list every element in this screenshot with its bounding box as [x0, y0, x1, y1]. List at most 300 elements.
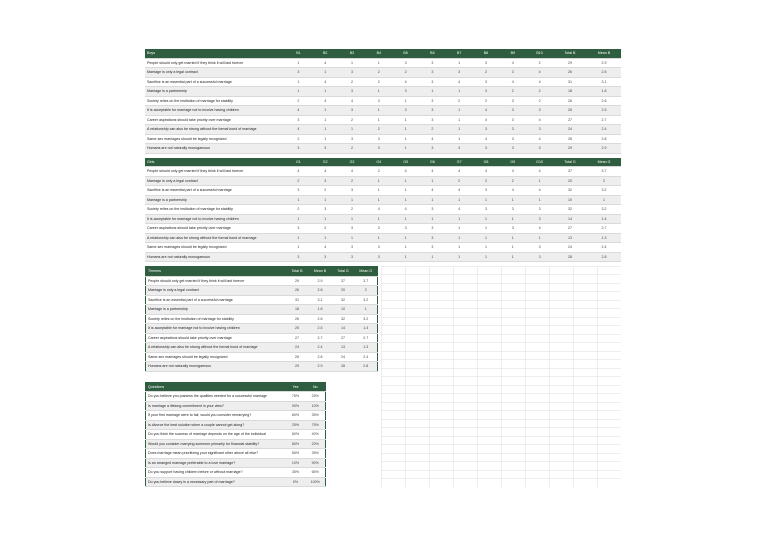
questions-value-cell[interactable]: 35% — [306, 449, 326, 459]
boys-value-cell[interactable]: 1 — [285, 77, 312, 87]
girls-value-cell[interactable]: 1 — [392, 195, 419, 205]
girls-value-cell[interactable]: 1 — [499, 233, 526, 243]
boys-value-cell[interactable]: 2 — [419, 125, 446, 135]
boys-value-cell[interactable]: 4 — [312, 58, 339, 68]
boys-value-cell[interactable]: 4 — [499, 77, 526, 87]
boys-value-cell[interactable]: 2 — [526, 87, 553, 97]
boys-value-cell[interactable]: 4 — [312, 77, 339, 87]
questions-value-cell[interactable]: 75% — [306, 420, 326, 430]
girls-value-cell[interactable]: 4 — [446, 167, 473, 177]
girls-header-cell[interactable]: G8 — [473, 158, 500, 167]
themes-header-cell[interactable]: Mean G — [355, 267, 378, 277]
girls-value-cell[interactable]: 1 — [339, 233, 366, 243]
girls-value-cell[interactable]: 1 — [473, 195, 500, 205]
themes-value-cell[interactable]: 1 — [355, 305, 378, 315]
questions-value-cell[interactable]: 60% — [286, 430, 306, 440]
girls-value-cell[interactable]: 3 — [339, 224, 366, 234]
themes-statement-cell[interactable]: Marriage is a partnership — [146, 305, 286, 315]
themes-value-cell[interactable]: 3.2 — [355, 295, 378, 305]
questions-value-cell[interactable]: 20% — [306, 439, 326, 449]
boys-value-cell[interactable]: 3 — [339, 134, 366, 144]
questions-statement-cell[interactable]: Do you think the success of marriage depends on the age of the individual — [146, 430, 286, 440]
girls-value-cell[interactable]: 1 — [499, 252, 526, 262]
boys-value-cell[interactable]: 25 — [553, 106, 587, 116]
girls-value-cell[interactable]: 1 — [499, 243, 526, 253]
boys-value-cell[interactable]: 1 — [312, 68, 339, 78]
girls-value-cell[interactable]: 1 — [499, 214, 526, 224]
boys-value-cell[interactable]: 3 — [499, 106, 526, 116]
boys-value-cell[interactable]: 26 — [553, 96, 587, 106]
boys-value-cell[interactable]: 24 — [553, 125, 587, 135]
themes-statement-cell[interactable]: Society relies on the institution of marriage for stability — [146, 314, 286, 324]
girls-value-cell[interactable]: 4 — [312, 243, 339, 253]
themes-value-cell[interactable]: 2.8 — [355, 362, 378, 372]
boys-value-cell[interactable]: 3 — [473, 77, 500, 87]
girls-value-cell[interactable]: 3 — [419, 243, 446, 253]
girls-value-cell[interactable]: 3 — [419, 205, 446, 215]
themes-value-cell[interactable]: 2.7 — [355, 333, 378, 343]
themes-value-cell[interactable]: 13 — [332, 343, 355, 353]
girls-value-cell[interactable]: 3 — [365, 224, 392, 234]
boys-value-cell[interactable]: 18 — [553, 87, 587, 97]
themes-value-cell[interactable]: 3.1 — [309, 295, 332, 305]
themes-value-cell[interactable]: 2.6 — [309, 286, 332, 296]
themes-value-cell[interactable]: 20 — [332, 286, 355, 296]
boys-header-cell[interactable]: B2 — [312, 49, 339, 58]
girls-value-cell[interactable]: 1 — [365, 233, 392, 243]
girls-value-cell[interactable]: 27 — [553, 224, 587, 234]
girls-value-cell[interactable]: 3 — [285, 224, 312, 234]
girls-value-cell[interactable]: 1 — [587, 195, 621, 205]
girls-value-cell[interactable]: 4 — [526, 224, 553, 234]
girls-value-cell[interactable]: 32 — [553, 186, 587, 196]
girls-value-cell[interactable]: 3 — [285, 186, 312, 196]
boys-value-cell[interactable]: 2 — [285, 96, 312, 106]
girls-header-cell[interactable]: G2 — [312, 158, 339, 167]
girls-value-cell[interactable]: 2.4 — [587, 243, 621, 253]
themes-value-cell[interactable]: 29 — [286, 276, 309, 286]
girls-value-cell[interactable]: 1 — [365, 195, 392, 205]
girls-value-cell[interactable]: 1 — [473, 243, 500, 253]
boys-value-cell[interactable]: 26 — [553, 68, 587, 78]
girls-value-cell[interactable]: 2 — [285, 176, 312, 186]
boys-statement-cell[interactable]: People should only get married if they think it will last forever — [145, 58, 285, 68]
girls-value-cell[interactable]: 1 — [473, 252, 500, 262]
boys-header-cell[interactable]: B5 — [392, 49, 419, 58]
girls-header-cell[interactable]: Total G — [553, 158, 587, 167]
boys-value-cell[interactable]: 3 — [526, 106, 553, 116]
boys-header-cell[interactable]: B1 — [285, 49, 312, 58]
girls-value-cell[interactable]: 1 — [526, 233, 553, 243]
girls-value-cell[interactable]: 4 — [526, 167, 553, 177]
girls-value-cell[interactable]: 3 — [339, 243, 366, 253]
boys-value-cell[interactable]: 3 — [446, 144, 473, 154]
questions-value-cell[interactable]: 80% — [286, 439, 306, 449]
boys-value-cell[interactable]: 31 — [553, 77, 587, 87]
girls-statement-cell[interactable]: A relationship can also be strong without the formal bond of marriage — [145, 233, 285, 243]
boys-value-cell[interactable]: 4 — [473, 115, 500, 125]
girls-value-cell[interactable]: 1 — [446, 252, 473, 262]
boys-value-cell[interactable]: 2.5 — [587, 106, 621, 116]
girls-value-cell[interactable]: 1 — [285, 195, 312, 205]
boys-value-cell[interactable]: 3 — [419, 96, 446, 106]
questions-value-cell[interactable]: 10% — [286, 458, 306, 468]
girls-header-cell[interactable]: G10 — [526, 158, 553, 167]
boys-value-cell[interactable]: 3 — [419, 106, 446, 116]
boys-value-cell[interactable]: 2.6 — [587, 96, 621, 106]
girls-statement-cell[interactable]: Marriage is a partnership — [145, 195, 285, 205]
girls-statement-cell[interactable]: Humans are not naturally monogamous — [145, 252, 285, 262]
themes-value-cell[interactable]: 27 — [332, 333, 355, 343]
girls-header-cell[interactable]: G7 — [446, 158, 473, 167]
boys-value-cell[interactable]: 3 — [392, 87, 419, 97]
girls-value-cell[interactable]: 1 — [339, 195, 366, 205]
girls-value-cell[interactable]: 1 — [499, 195, 526, 205]
girls-value-cell[interactable]: 3.2 — [587, 186, 621, 196]
themes-value-cell[interactable]: 26 — [286, 314, 309, 324]
boys-value-cell[interactable]: 1 — [446, 125, 473, 135]
girls-statement-cell[interactable]: It is acceptable for marriage not to involve having children — [145, 214, 285, 224]
boys-value-cell[interactable]: 2 — [526, 96, 553, 106]
girls-value-cell[interactable]: 3.7 — [587, 167, 621, 177]
themes-statement-cell[interactable]: A relationship can also be strong without the formal bond of marriage — [146, 343, 286, 353]
boys-value-cell[interactable]: 4 — [526, 134, 553, 144]
girls-value-cell[interactable]: 28 — [553, 252, 587, 262]
girls-value-cell[interactable]: 3 — [339, 252, 366, 262]
themes-value-cell[interactable]: 2.6 — [309, 314, 332, 324]
girls-value-cell[interactable]: 4 — [419, 167, 446, 177]
boys-value-cell[interactable]: 1 — [392, 96, 419, 106]
girls-value-cell[interactable]: 2 — [312, 186, 339, 196]
girls-value-cell[interactable]: 1 — [446, 224, 473, 234]
themes-value-cell[interactable]: 26 — [286, 286, 309, 296]
boys-value-cell[interactable]: 3 — [312, 144, 339, 154]
boys-value-cell[interactable]: 4 — [392, 77, 419, 87]
themes-statement-cell[interactable]: Humans are not naturally monogamous — [146, 362, 286, 372]
boys-value-cell[interactable]: 2 — [526, 58, 553, 68]
boys-statement-cell[interactable]: Humans are not naturally monogamous — [145, 144, 285, 154]
girls-value-cell[interactable]: 1 — [312, 233, 339, 243]
boys-statement-cell[interactable]: Marriage is a partnership — [145, 87, 285, 97]
boys-value-cell[interactable]: 3 — [526, 125, 553, 135]
girls-value-cell[interactable]: 1 — [365, 176, 392, 186]
boys-value-cell[interactable]: 1 — [365, 106, 392, 116]
girls-value-cell[interactable]: 2.8 — [587, 252, 621, 262]
girls-value-cell[interactable]: 1 — [392, 176, 419, 186]
questions-header-cell[interactable]: Questions — [146, 382, 286, 392]
questions-statement-cell[interactable]: Do you believe dowry is a necessary part of marriage? — [146, 477, 286, 487]
themes-value-cell[interactable]: 27 — [286, 333, 309, 343]
boys-value-cell[interactable]: 3 — [499, 96, 526, 106]
themes-value-cell[interactable]: 14 — [332, 324, 355, 334]
girls-value-cell[interactable]: 2 — [285, 205, 312, 215]
boys-value-cell[interactable]: 3 — [499, 134, 526, 144]
themes-statement-cell[interactable]: Career aspirations should take priority over marriage — [146, 333, 286, 343]
boys-value-cell[interactable]: 2 — [339, 77, 366, 87]
boys-value-cell[interactable]: 4 — [526, 115, 553, 125]
themes-value-cell[interactable]: 28 — [286, 352, 309, 362]
boys-value-cell[interactable]: 3 — [392, 58, 419, 68]
girls-value-cell[interactable]: 4 — [499, 167, 526, 177]
themes-value-cell[interactable]: 2.9 — [309, 276, 332, 286]
girls-value-cell[interactable]: 1 — [339, 214, 366, 224]
boys-value-cell[interactable]: 1 — [312, 87, 339, 97]
girls-statement-cell[interactable]: People should only get married if they think it will last forever — [145, 167, 285, 177]
boys-statement-cell[interactable]: Sacrifice is an essential part of a successful marriage — [145, 77, 285, 87]
themes-value-cell[interactable]: 3.7 — [355, 276, 378, 286]
boys-value-cell[interactable]: 1 — [312, 106, 339, 116]
girls-statement-cell[interactable]: Marriage is only a legal contract — [145, 176, 285, 186]
boys-value-cell[interactable]: 1 — [339, 125, 366, 135]
questions-statement-cell[interactable]: Does marriage mean prioritizing your significant other above all else? — [146, 449, 286, 459]
themes-value-cell[interactable]: 2.9 — [309, 362, 332, 372]
boys-value-cell[interactable]: 29 — [553, 58, 587, 68]
girls-value-cell[interactable]: 3 — [526, 205, 553, 215]
boys-value-cell[interactable]: 2 — [446, 96, 473, 106]
questions-value-cell[interactable]: 65% — [306, 468, 326, 478]
girls-header-cell[interactable]: G9 — [499, 158, 526, 167]
girls-value-cell[interactable]: 14 — [553, 214, 587, 224]
girls-value-cell[interactable]: 2 — [312, 224, 339, 234]
boys-value-cell[interactable]: 3 — [473, 87, 500, 97]
girls-value-cell[interactable]: 4 — [473, 167, 500, 177]
girls-value-cell[interactable]: 32 — [553, 205, 587, 215]
girls-value-cell[interactable]: 1 — [526, 195, 553, 205]
boys-value-cell[interactable]: 2 — [365, 77, 392, 87]
questions-header-cell[interactable]: Yes — [286, 382, 306, 392]
boys-value-cell[interactable]: 1 — [365, 115, 392, 125]
boys-value-cell[interactable]: 1 — [446, 106, 473, 116]
boys-value-cell[interactable]: 3 — [499, 125, 526, 135]
boys-value-cell[interactable]: 4 — [285, 125, 312, 135]
girls-value-cell[interactable]: 1 — [473, 224, 500, 234]
questions-value-cell[interactable]: 0% — [286, 477, 306, 487]
girls-value-cell[interactable]: 20 — [553, 176, 587, 186]
boys-value-cell[interactable]: 4 — [446, 77, 473, 87]
girls-header-cell[interactable]: G3 — [339, 158, 366, 167]
themes-value-cell[interactable]: 31 — [286, 295, 309, 305]
questions-value-cell[interactable]: 25% — [286, 420, 306, 430]
boys-value-cell[interactable]: 2 — [365, 125, 392, 135]
boys-value-cell[interactable]: 3 — [499, 68, 526, 78]
questions-value-cell[interactable]: 35% — [306, 411, 326, 421]
themes-value-cell[interactable]: 18 — [286, 305, 309, 315]
girls-value-cell[interactable]: 1 — [312, 214, 339, 224]
themes-statement-cell[interactable]: Sacrifice is an essential part of a successful marriage — [146, 295, 286, 305]
girls-value-cell[interactable]: 3 — [312, 252, 339, 262]
girls-statement-cell[interactable]: Society relies on the institution of marriage for stability — [145, 205, 285, 215]
boys-value-cell[interactable]: 2.4 — [587, 125, 621, 135]
boys-value-cell[interactable]: 3 — [419, 77, 446, 87]
boys-value-cell[interactable]: 3 — [419, 58, 446, 68]
girls-value-cell[interactable]: 1 — [419, 176, 446, 186]
boys-header-cell[interactable]: B3 — [339, 49, 366, 58]
boys-value-cell[interactable]: 1 — [392, 134, 419, 144]
boys-value-cell[interactable]: 2 — [285, 134, 312, 144]
girls-value-cell[interactable]: 1 — [365, 214, 392, 224]
boys-value-cell[interactable]: 3 — [526, 144, 553, 154]
girls-value-cell[interactable]: 4 — [285, 167, 312, 177]
themes-statement-cell[interactable]: Marriage is only a legal contract — [146, 286, 286, 296]
girls-value-cell[interactable]: 1 — [446, 214, 473, 224]
boys-header-cell[interactable]: Mean B — [587, 49, 621, 58]
girls-value-cell[interactable]: 2 — [339, 176, 366, 186]
questions-statement-cell[interactable]: Do you support having children before or without marriage? — [146, 468, 286, 478]
boys-value-cell[interactable]: 1 — [312, 115, 339, 125]
girls-value-cell[interactable]: 10 — [553, 195, 587, 205]
girls-value-cell[interactable]: 1 — [419, 195, 446, 205]
boys-value-cell[interactable]: 3 — [473, 144, 500, 154]
themes-value-cell[interactable]: 2.4 — [355, 352, 378, 362]
girls-header-cell[interactable]: G6 — [419, 158, 446, 167]
boys-value-cell[interactable]: 3 — [499, 115, 526, 125]
boys-header-cell[interactable]: B8 — [473, 49, 500, 58]
girls-value-cell[interactable]: 1 — [419, 252, 446, 262]
boys-value-cell[interactable]: 1 — [419, 87, 446, 97]
girls-value-cell[interactable]: 4 — [499, 186, 526, 196]
girls-value-cell[interactable]: 3 — [365, 252, 392, 262]
boys-value-cell[interactable]: 4 — [473, 106, 500, 116]
girls-value-cell[interactable]: 13 — [553, 233, 587, 243]
questions-value-cell[interactable]: 10% — [306, 401, 326, 411]
boys-value-cell[interactable]: 1 — [285, 87, 312, 97]
girls-value-cell[interactable]: 3 — [526, 243, 553, 253]
girls-value-cell[interactable]: 2 — [499, 176, 526, 186]
girls-header-cell[interactable]: Girls — [145, 158, 285, 167]
boys-value-cell[interactable]: 3 — [473, 125, 500, 135]
themes-value-cell[interactable]: 2.5 — [309, 324, 332, 334]
boys-statement-cell[interactable]: Same-sex marriages should be legally recognized — [145, 134, 285, 144]
girls-value-cell[interactable]: 4 — [392, 205, 419, 215]
girls-value-cell[interactable]: 1 — [285, 233, 312, 243]
girls-value-cell[interactable]: 1 — [526, 176, 553, 186]
questions-statement-cell[interactable]: Is divorce the best solution when a couple cannot get along? — [146, 420, 286, 430]
boys-value-cell[interactable]: 3 — [419, 68, 446, 78]
girls-value-cell[interactable]: 3 — [312, 176, 339, 186]
boys-value-cell[interactable]: 1 — [446, 115, 473, 125]
questions-value-cell[interactable]: 40% — [306, 430, 326, 440]
girls-value-cell[interactable]: 1 — [285, 243, 312, 253]
boys-value-cell[interactable]: 3 — [339, 87, 366, 97]
themes-value-cell[interactable]: 10 — [332, 305, 355, 315]
girls-value-cell[interactable]: 1 — [392, 243, 419, 253]
boys-value-cell[interactable]: 4 — [499, 58, 526, 68]
themes-value-cell[interactable]: 1.4 — [355, 324, 378, 334]
girls-value-cell[interactable]: 3 — [312, 205, 339, 215]
boys-value-cell[interactable]: 1 — [312, 125, 339, 135]
girls-value-cell[interactable]: 3 — [419, 224, 446, 234]
girls-value-cell[interactable]: 1 — [446, 243, 473, 253]
questions-value-cell[interactable]: 65% — [286, 449, 306, 459]
themes-value-cell[interactable]: 29 — [286, 362, 309, 372]
boys-value-cell[interactable]: 1 — [446, 87, 473, 97]
boys-statement-cell[interactable]: It is acceptable for marriage not to involve having children — [145, 106, 285, 116]
boys-value-cell[interactable]: 27 — [553, 115, 587, 125]
themes-value-cell[interactable]: 28 — [332, 362, 355, 372]
boys-value-cell[interactable]: 4 — [419, 134, 446, 144]
girls-value-cell[interactable]: 24 — [553, 243, 587, 253]
girls-value-cell[interactable]: 4 — [365, 205, 392, 215]
boys-header-cell[interactable]: B4 — [365, 49, 392, 58]
girls-value-cell[interactable]: 3 — [365, 243, 392, 253]
girls-value-cell[interactable]: 3.2 — [587, 205, 621, 215]
boys-header-cell[interactable]: B7 — [446, 49, 473, 58]
girls-value-cell[interactable]: 1 — [473, 233, 500, 243]
boys-value-cell[interactable]: 28 — [553, 134, 587, 144]
girls-value-cell[interactable]: 1 — [285, 214, 312, 224]
girls-value-cell[interactable]: 3 — [473, 186, 500, 196]
boys-statement-cell[interactable]: Society relies on the institution of marriage for stability — [145, 96, 285, 106]
boys-value-cell[interactable]: 2.7 — [587, 115, 621, 125]
girls-value-cell[interactable]: 3 — [392, 224, 419, 234]
boys-value-cell[interactable]: 1 — [392, 144, 419, 154]
girls-value-cell[interactable]: 1 — [392, 214, 419, 224]
boys-value-cell[interactable]: 3.1 — [587, 77, 621, 87]
girls-value-cell[interactable]: 2 — [365, 167, 392, 177]
boys-value-cell[interactable]: 4 — [526, 77, 553, 87]
themes-value-cell[interactable]: 2.7 — [309, 333, 332, 343]
boys-value-cell[interactable]: 2.8 — [587, 134, 621, 144]
girls-value-cell[interactable]: 1 — [446, 233, 473, 243]
themes-header-cell[interactable]: Total G — [332, 267, 355, 277]
questions-value-cell[interactable]: 90% — [306, 458, 326, 468]
questions-statement-cell[interactable]: If your first marriage were to fail, would you consider remarrying? — [146, 411, 286, 421]
questions-statement-cell[interactable]: Is an arranged marriage preferable to a love marriage? — [146, 458, 286, 468]
themes-value-cell[interactable]: 1.8 — [309, 305, 332, 315]
questions-value-cell[interactable]: 60% — [286, 411, 306, 421]
boys-value-cell[interactable]: 2 — [392, 68, 419, 78]
questions-statement-cell[interactable]: Would you consider marrying someone primarily for financial stability? — [146, 439, 286, 449]
boys-value-cell[interactable]: 1 — [365, 87, 392, 97]
boys-value-cell[interactable]: 3 — [339, 106, 366, 116]
girls-value-cell[interactable]: 2 — [473, 176, 500, 186]
boys-value-cell[interactable]: 2.6 — [587, 68, 621, 78]
boys-value-cell[interactable]: 2 — [473, 68, 500, 78]
boys-value-cell[interactable]: 1 — [339, 58, 366, 68]
girls-value-cell[interactable]: 3 — [499, 224, 526, 234]
boys-value-cell[interactable]: 3 — [473, 58, 500, 68]
girls-value-cell[interactable]: 1 — [392, 186, 419, 196]
boys-value-cell[interactable]: 3 — [365, 96, 392, 106]
boys-value-cell[interactable]: 1 — [285, 58, 312, 68]
girls-value-cell[interactable]: 3 — [419, 233, 446, 243]
themes-statement-cell[interactable]: People should only get married if they think it will last forever — [146, 276, 286, 286]
boys-value-cell[interactable]: 2 — [339, 115, 366, 125]
themes-header-cell[interactable]: Total B — [286, 267, 309, 277]
questions-value-cell[interactable]: 75% — [286, 392, 306, 402]
boys-value-cell[interactable]: 2.9 — [587, 58, 621, 68]
themes-value-cell[interactable]: 37 — [332, 276, 355, 286]
boys-value-cell[interactable]: 1 — [365, 58, 392, 68]
girls-statement-cell[interactable]: Sacrifice is an essential part of a successful marriage — [145, 186, 285, 196]
girls-value-cell[interactable]: 1 — [392, 233, 419, 243]
girls-value-cell[interactable]: 1 — [446, 195, 473, 205]
boys-value-cell[interactable]: 1 — [312, 134, 339, 144]
girls-value-cell[interactable]: 2.7 — [587, 224, 621, 234]
boys-value-cell[interactable]: 3 — [419, 115, 446, 125]
boys-value-cell[interactable]: 4 — [526, 68, 553, 78]
questions-statement-cell[interactable]: Do you believe you possess the qualities needed for a successful marriage — [146, 392, 286, 402]
boys-value-cell[interactable]: 2.9 — [587, 144, 621, 154]
questions-header-cell[interactable]: No — [306, 382, 326, 392]
girls-value-cell[interactable]: 1 — [473, 214, 500, 224]
girls-value-cell[interactable]: 4 — [419, 186, 446, 196]
boys-header-cell[interactable]: B10 — [526, 49, 553, 58]
themes-value-cell[interactable]: 2.8 — [309, 352, 332, 362]
boys-value-cell[interactable]: 4 — [285, 106, 312, 116]
boys-value-cell[interactable]: 3 — [285, 115, 312, 125]
themes-statement-cell[interactable]: Same-sex marriages should be legally recognized — [146, 352, 286, 362]
